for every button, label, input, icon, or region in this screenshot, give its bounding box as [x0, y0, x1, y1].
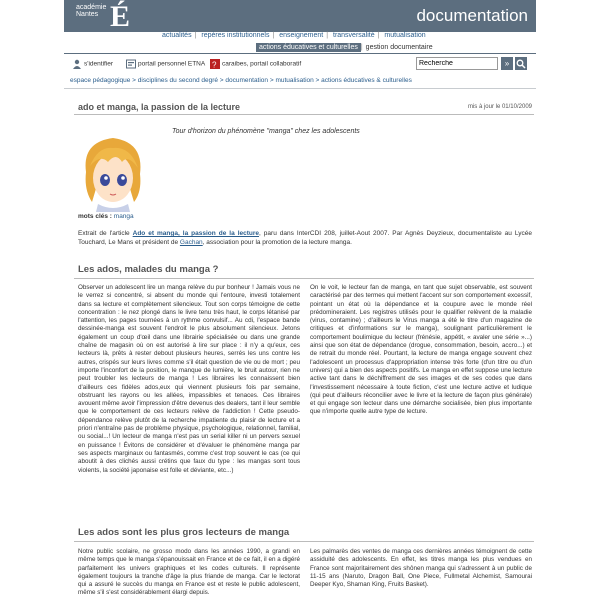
section2-rule — [74, 541, 534, 542]
identify-link[interactable] — [72, 59, 113, 69]
logo-letter: É — [110, 0, 131, 33]
breadcrumb-rule — [64, 88, 536, 89]
nav-item-reperes[interactable]: repères institutionnels — [201, 32, 270, 39]
nav-item-transversalite[interactable]: transversalité — [333, 32, 375, 39]
gachan-link[interactable]: Gachan — [179, 238, 203, 246]
section1-col2 — [310, 284, 532, 417]
caraibes-icon — [210, 59, 220, 69]
subnav-item-actions[interactable]: actions éducatives et culturelles — [256, 43, 361, 52]
keyword-manga-link[interactable]: manga — [113, 213, 134, 220]
manga-character-image — [78, 132, 148, 212]
logo-line1: académie — [76, 4, 107, 11]
caraibes-link[interactable] — [210, 59, 301, 69]
section2-col1 — [78, 548, 300, 598]
logo-text — [76, 4, 106, 18]
header-rule — [64, 53, 536, 54]
section1-col2-text: On le voit, le lecteur fan de manga, en tant que sujet observable, est souvent caractérisé par des termes qui mettent l'accent sur son comportement excessif, pointant un état où la dépendance et la coupure avec le monde réel prédomineraient. Les registres utilisés pour le qualifier relèvent de la maladie (virus, contamine) ; d'ailleurs le Virus manga a été le titre d'un magazine de critiques et d'informations sur le manga), soulignant particulièrement le comportement boulimique du lecteur (frénésie, appétit, « avaler une série »...) ainsi que son état de dépendance (drogue, consommation, besoin, accro...) et de retrait du monde réel. Pourtant, la lecture de manga engage souvent chez l'adolescent un processus d'appropriation intense très forte (d'un titre ou d'un univers) qui a bien des aspects positifs. Le manga en effet suppose une lecture active tant dans le déchiffrement de ses images et de ses codes que dans l'investissement nécessaire à toute fiction, c'est une lecture active et ludique (qui peut d'ailleurs réconcilier avec le livre et la lecture de façon plus générale) et qui engage son lecteur dans une démarche socialisée, bien plus importante que n'importe quelle autre type de lecture. — [310, 284, 532, 416]
section1-col1 — [78, 284, 300, 475]
article-title: ado et manga, la passion de la lecture — [78, 102, 241, 112]
nav-item-enseignement[interactable]: enseignement — [279, 32, 324, 39]
header-banner — [64, 0, 536, 32]
article-extract — [78, 230, 532, 247]
nav-item-mutualisation[interactable]: mutualisation — [384, 32, 426, 39]
keywords — [78, 213, 134, 220]
breadcrumb[interactable]: espace pédagogique > disciplines du second degré > documentation > mutualisation > actions éducatives & culturelles — [70, 77, 412, 84]
section1-title: Les ados, malades du manga ? — [78, 264, 219, 275]
search-icon — [516, 59, 526, 69]
svg-text:?: ? — [212, 60, 217, 69]
user-icon — [72, 59, 82, 69]
go-button[interactable]: » — [501, 57, 513, 70]
section2-col2 — [310, 548, 532, 589]
academy-logo[interactable] — [68, 2, 132, 42]
update-date: mis à jour le 01/10/2009 — [467, 104, 532, 110]
article-source-link[interactable]: Ado et manga, la passion de la lecture — [132, 230, 260, 237]
portal-link[interactable] — [126, 59, 205, 69]
extract-pre: Extrait de l'article — [78, 230, 133, 237]
portal-icon — [126, 59, 136, 69]
content-frame — [64, 0, 536, 600]
top-navigation: actualités | repères institutionnels | enseignement | transversalité | mutualisation — [162, 32, 426, 39]
section1-col1-text: Observer un adolescent lire un manga relève du pur bonheur ! Jamais vous ne le verrez si concentré, si absent du monde qui l'entoure, investi totalement dans sa lecture et complètement silencieux. Tout son corps témoigne de cette concentration : le nez plongé dans le livre tenu très haut, le corps létanisé par l'attention, les pages tournées à un rythme convulsif... Au cdi, l'espace bande dessinée-manga est souvent l'endroit le plus absolument silencieux. Jetons également un coup d'œil dans une librairie spécialisée ou dans une grande chaîne de magasin où on est autorisé à lire sur place : il n'y a qu'eux, ces lecteurs là, prêts à rester debout plusieurs heures, serrés les uns contre les autres, crispés sur leurs livres comme s'il était question de vie ou de mort ; peu importe l'inconfort de la position, le manque de lumière, le bruit autour, rien ne peut troubler les lecteurs de manga ! Les libraires les connaissent bien d'ailleurs ces fidèles ados,eux qui viennent plusieurs fois par semaine, obstruant les rayons ou les allées, impassibles et tenaces. Ces libraires avouent même avoir l'impression d'être devenus des dealers, tant il leur semble que le comportement de ces lecteurs relève de l'addiction ! Cette pseudo-dépendance relève plutôt de la recherche impatiente du plaisir de lecture et a priori n'entraîne pas de problème physique, psychologique, relationnel, familial, ou social...! Un lecteur de manga n'est pas un serial killer ni un pervers sexuel en puissance ! Évitons de considérer et d'évaluer le phénomène manga par ses aspects marginaux ou fantasmés, comme c'est trop souvent le cas (ce qui aboutit à des clichés aussi crétins que faux du type : les mangas sont tous violents, la société japonaise est folle et déviante, etc...) — [78, 284, 300, 474]
identify-label: s'identifier — [84, 60, 114, 68]
search-button[interactable] — [515, 57, 527, 70]
section-title: documentation — [416, 6, 528, 25]
portal-label: portail personnel ETNA — [138, 60, 206, 68]
extract-post: , association pour la promotion de la lecture manga. — [202, 238, 352, 246]
article-subtitle: Tour d'horizon du phénomène "manga" chez les adolescents — [172, 128, 360, 135]
toolbar — [64, 56, 536, 72]
sub-navigation: actions éducatives et culturelles | gestion documentaire — [256, 44, 436, 54]
nav-item-actualites[interactable]: actualités — [162, 32, 192, 39]
search-input[interactable] — [416, 57, 498, 70]
section2-title: Les ados sont les plus gros lecteurs de manga — [78, 527, 290, 538]
section2-col1-text: Notre public scolaire, ne grosso modo dans les années 1990, a grandi en même temps que le manga s'épanouissait en France et de ce fait, il en a digéré parfaitement les univers graphiques et les codes culturels. Il représente également toujours la tranche d'âge la plus friande de manga. Car le lectorat qui a assuré le succès du manga en France est et reste le public adolescent, même s'il s'est considérablement élargi depuis. — [78, 548, 300, 597]
article-rule — [74, 114, 534, 115]
subnav-item-gestion[interactable]: gestion documentaire — [365, 44, 433, 51]
keywords-label: mots clés : — [78, 213, 112, 220]
extract-mid: , paru dans InterCDI 208, juillet-Aout 2007. Par Agnès Deyzieux, documentaliste au Lycée Touchard, Le Mans et président de — [78, 230, 532, 246]
caraibes-label: caraibes, portail collaboratif — [222, 60, 302, 68]
logo-line2: Nantes — [76, 11, 99, 18]
section1-rule — [74, 278, 534, 279]
section2-col2-text: Les palmarès des ventes de manga ces dernières années témoignent de cette assiduité des adolescents. En effet, les titres manga les plus vendues en France sont majoritairement des shônen manga qui s'adressent à un public de 11-15 ans (Naruto, Dragon Ball, One Piece, Fullmetal Alchemist, Samourai Deeper Kyo, Shaman King, Fruits Basket). — [310, 548, 532, 589]
